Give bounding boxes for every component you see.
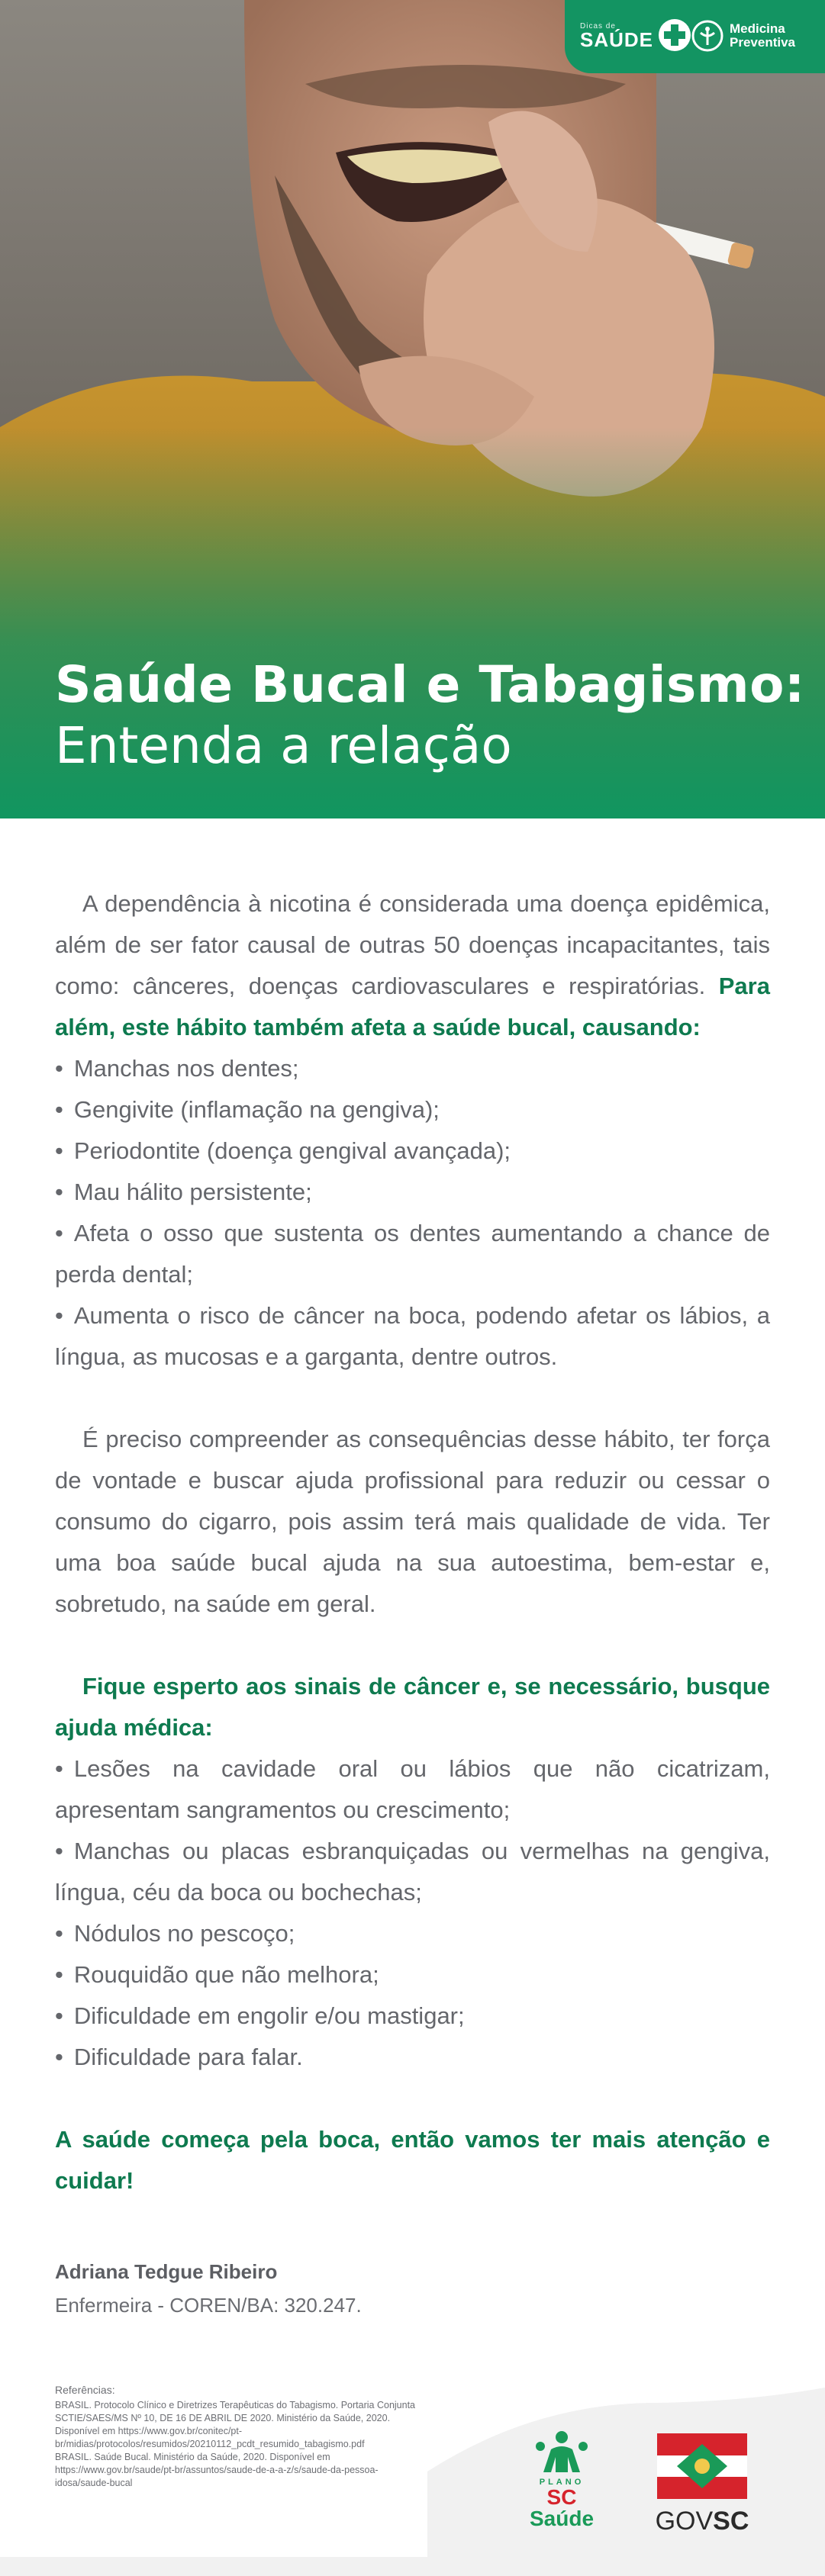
- title-bold: Saúde Bucal e Tabagismo:: [55, 655, 805, 714]
- logo-saude-big: SAÚDE: [580, 27, 654, 51]
- list-item-text: Periodontite (doença gengival avançada);: [73, 1137, 511, 1164]
- list-item-text: Rouquidão que não melhora;: [73, 1961, 379, 1988]
- gov-sc-label: SC: [713, 2507, 749, 2536]
- intro-paragraph: [55, 883, 770, 1048]
- list-item-text: Aumenta o risco de câncer na boca, podendo afetar os lábios, a língua, as mucosas e a garganta, dentre outros.: [55, 1302, 770, 1370]
- plano-sc-saude-text: [514, 2487, 609, 2529]
- title-light: Entenda a relação: [55, 716, 512, 775]
- article-body: [55, 883, 770, 2322]
- references: [55, 2384, 421, 2490]
- author-name: Adriana Tedgue Ribeiro: [55, 2260, 278, 2283]
- gov-sc-text: [655, 2507, 749, 2535]
- plano-sc: SC: [546, 2485, 577, 2509]
- list-item-text: Manchas ou placas esbranquiçadas ou vermelhas na gengiva, língua, céu da boca ou bochechas;: [55, 1838, 770, 1905]
- plano-sc-saude-logo: [514, 2430, 609, 2529]
- list-item: • Dificuldade para falar.: [55, 2044, 303, 2070]
- references-heading: Referências:: [55, 2384, 115, 2396]
- consequences-paragraph: É preciso compreender as consequências desse hábito, ter força de vontade e buscar ajuda profissional para reduzir ou cessar o consumo do cigarro, pois assim terá mais qualidade de vida. Ter uma boa saúde bucal ajuda na sua autoestima, bem-estar e, sobretudo, na saúde em geral.: [55, 1426, 770, 1617]
- list-item: • Mau hálito persistente;: [55, 1179, 312, 1205]
- list-item: • Aumenta o risco de câncer na boca, podendo afetar os lábios, a língua, as mucosas e a garganta, dentre outros.: [55, 1302, 770, 1370]
- list-item: • Afeta o osso que sustenta os dentes aumentando a chance de perda dental;: [55, 1220, 770, 1288]
- medicina-preventiva-logo: [691, 20, 795, 52]
- list-item-text: Lesões na cavidade oral ou lábios que não cicatrizam, apresentam sangramentos ou crescimento;: [55, 1755, 770, 1823]
- list-item-text: Manchas nos dentes;: [73, 1055, 299, 1082]
- list-item: • Rouquidão que não melhora;: [55, 1961, 379, 1988]
- list-item: • Periodontite (doença gengival avançada);: [55, 1137, 511, 1164]
- list-item: • Manchas nos dentes;: [55, 1055, 299, 1082]
- plano-figures-icon: [533, 2430, 591, 2474]
- list-item-text: Gengivite (inflamação na gengiva);: [73, 1096, 440, 1123]
- logo-saude-small: Dicas de: [580, 21, 616, 31]
- medical-emblem-icon: [691, 20, 723, 52]
- effects-list: [55, 1048, 770, 1378]
- dicas-de-saude-logo: [580, 18, 691, 52]
- gov-sc-logo: [655, 2433, 749, 2535]
- author-role: Enfermeira - COREN/BA: 320.247.: [55, 2294, 362, 2317]
- list-item-text: Afeta o osso que sustenta os dentes aumentando a chance de perda dental;: [55, 1220, 770, 1288]
- sc-flag-icon: [657, 2433, 747, 2499]
- reference-1: BRASIL. Protocolo Clínico e Diretrizes Terapêuticas do Tabagismo. Portaria Conjunta SCTIE/SAES/MS Nº 10, DE 16 DE ABRIL DE 2020. Ministério da Saúde, 2020. Disponível em https://www.gov.br/conitec/pt-br/midias/protocolos/resumidos/20210112_pcdt_resumido_tabagismo.pdf: [55, 2400, 415, 2449]
- list-item-text: Mau hálito persistente;: [73, 1179, 312, 1205]
- list-item-text: Dificuldade em engolir e/ou mastigar;: [73, 2002, 465, 2029]
- list-item: • Dificuldade em engolir e/ou mastigar;: [55, 2002, 465, 2029]
- list-item-text: Dificuldade para falar.: [73, 2044, 303, 2070]
- reference-2: BRASIL. Saúde Bucal. Ministério da Saúde, 2020. Disponível em https://www.gov.br/saude/pt-br/assuntos/saude-de-a-a-z/s/saude-da-pessoa-idosa/saude-bucal: [55, 2452, 379, 2488]
- list-item: • Lesões na cavidade oral ou lábios que não cicatrizam, apresentam sangramentos ou crescimento;: [55, 1755, 770, 1823]
- list-item: • Gengivite (inflamação na gengiva);: [55, 1096, 440, 1123]
- logo-med-line2: Preventiva: [730, 35, 795, 50]
- signs-list: [55, 1748, 770, 2078]
- page-title: [55, 654, 805, 777]
- plano-saude: Saúde: [529, 2507, 595, 2530]
- signs-heading: Fique esperto aos sinais de câncer e, se necessário, busque ajuda médica:: [55, 1673, 770, 1741]
- plano-label: PLANO: [539, 2478, 585, 2487]
- list-item-text: Nódulos no pescoço;: [73, 1920, 295, 1947]
- intro-highlight: Para além, este hábito também afeta a saúde bucal, causando:: [55, 973, 770, 1040]
- gov-label: GOV: [655, 2507, 714, 2536]
- hero-banner: [0, 0, 825, 818]
- logo-med-line1: Medicina: [730, 21, 785, 36]
- closing-message: A saúde começa pela boca, então vamos ter mais atenção e cuidar!: [55, 2126, 770, 2194]
- plus-cross-icon: [658, 18, 691, 52]
- intro-text: A dependência à nicotina é considerada uma doença epidêmica, além de ser fator causal de outras 50 doenças incapacitantes, tais como: cânceres, doenças cardiovasculares e respiratórias.: [55, 890, 770, 999]
- list-item: • Nódulos no pescoço;: [55, 1920, 295, 1947]
- list-item: • Manchas ou placas esbranquiçadas ou vermelhas na gengiva, língua, céu da boca ou bochechas;: [55, 1838, 770, 1905]
